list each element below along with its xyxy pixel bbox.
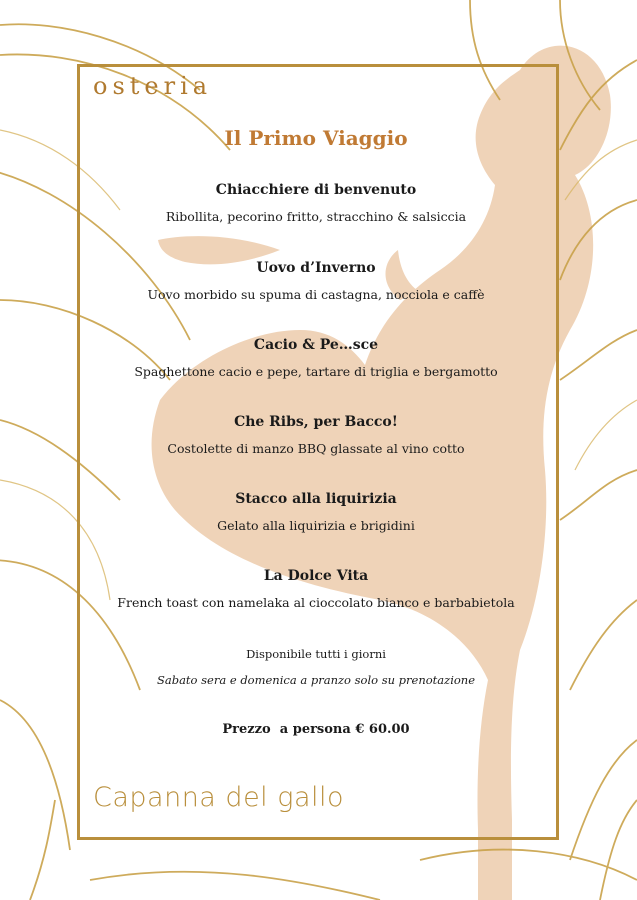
price-line: Prezzo a persona € 60.00 bbox=[222, 722, 410, 737]
course-name: Uovo d’Inverno bbox=[256, 260, 376, 276]
course-5 bbox=[78, 490, 554, 534]
reservation-note: Sabato sera e domenica a pranzo solo su prenotazione bbox=[156, 673, 476, 687]
course-4 bbox=[78, 413, 554, 457]
course-name: La Dolce Vita bbox=[263, 568, 369, 584]
course-6 bbox=[78, 567, 554, 611]
brand-logo-text: Capanna del gallo bbox=[93, 782, 345, 813]
course-description: Costolette di manzo BBQ glassate al vino cotto bbox=[167, 441, 465, 456]
course-name: Cacio & Pe…sce bbox=[253, 337, 379, 353]
course-description: Ribollita, pecorino fritto, stracchino & salsiccia bbox=[165, 209, 467, 224]
menu-title: Il Primo Viaggio bbox=[224, 126, 408, 150]
course-2 bbox=[78, 259, 554, 303]
course-description: Uovo morbido su spuma di castagna, nocciola e caffè bbox=[147, 287, 485, 302]
osteria-label: osteria bbox=[93, 72, 213, 100]
course-name: Stacco alla liquirizia bbox=[235, 491, 397, 507]
course-description: Spaghettone cacio e pepe, tartare di triglia e bergamotto bbox=[134, 364, 498, 379]
availability-note: Disponibile tutti i giorni bbox=[246, 647, 386, 661]
course-3 bbox=[78, 336, 554, 380]
course-description: Gelato alla liquirizia e brigidini bbox=[217, 518, 415, 533]
course-description: French toast con namelaka al cioccolato bianco e barbabietola bbox=[117, 595, 515, 610]
course-name: Che Ribs, per Bacco! bbox=[234, 414, 398, 430]
course-1 bbox=[78, 181, 554, 225]
course-name: Chiacchiere di benvenuto bbox=[215, 182, 417, 198]
